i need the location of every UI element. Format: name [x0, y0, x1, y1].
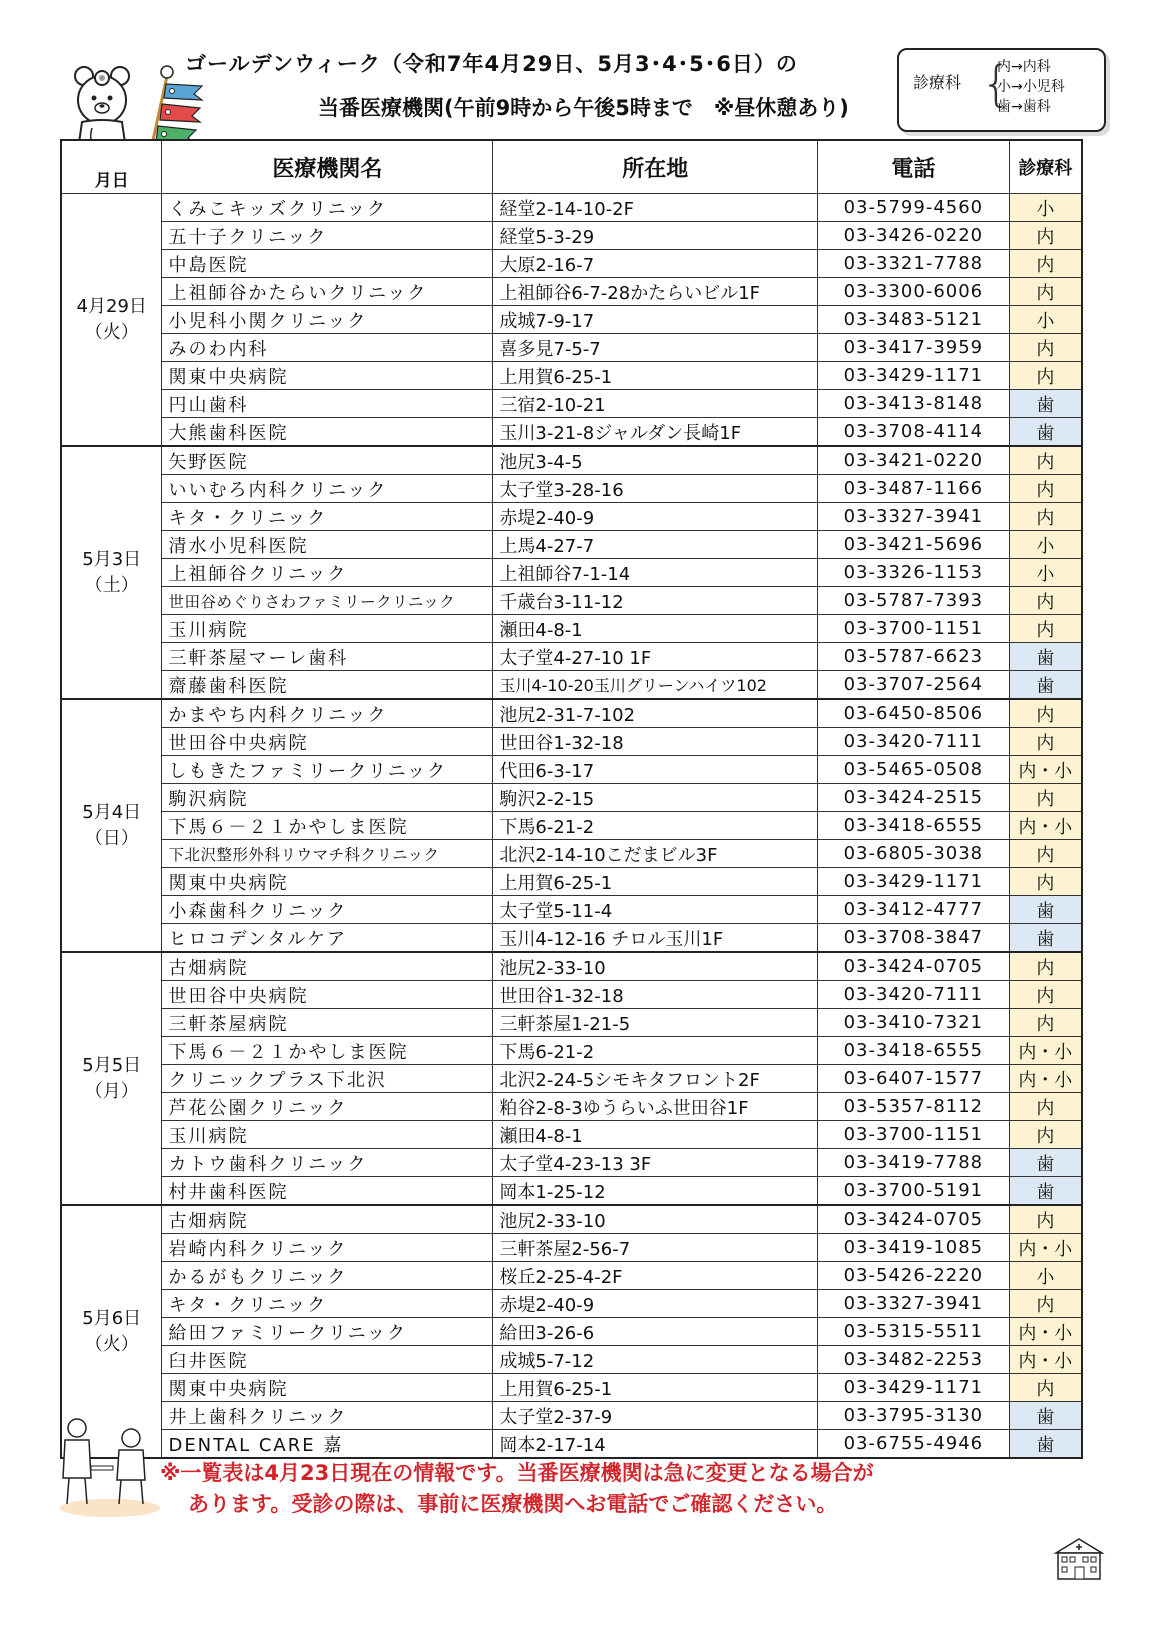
clinic-address: 喜多見7-5-7 — [493, 334, 818, 362]
date-label: 5月5日 — [82, 1054, 142, 1076]
table-row — [61, 250, 1082, 278]
clinic-address: 給田3-26-6 — [493, 1318, 818, 1346]
clinic-address: 玉川4-12-16 チロル玉川1F — [493, 924, 818, 953]
clinic-phone: 03-6805-3038 — [818, 840, 1010, 868]
clinic-address: 上祖師谷7-1-14 — [493, 559, 818, 587]
dept-badge: 内 — [1009, 868, 1082, 896]
table-row — [61, 1065, 1082, 1093]
clinic-address: 赤堤2-40-9 — [493, 1290, 818, 1318]
dept-badge: 内 — [1009, 615, 1082, 643]
clinic-phone: 03-3708-4114 — [818, 418, 1010, 447]
clinic-name: 世田谷中央病院 — [162, 981, 493, 1009]
doctor-patient-icon — [55, 1408, 165, 1518]
table-row — [61, 334, 1082, 362]
weekday-label: （火） — [84, 1333, 139, 1355]
dept-badge: 内 — [1009, 278, 1082, 306]
clinic-phone: 03-3700-1151 — [818, 1121, 1010, 1149]
table-row — [61, 531, 1082, 559]
table-row — [61, 812, 1082, 840]
dept-badge: 内・小 — [1009, 756, 1082, 784]
clinic-address: 粕谷2-8-3ゆうらいふ世田谷1F — [493, 1093, 818, 1121]
clinic-address: 池尻2-31-7-102 — [493, 699, 818, 728]
clinic-name: 井上歯科クリニック — [162, 1402, 493, 1430]
clinic-name: ヒロコデンタルケア — [162, 924, 493, 953]
dept-badge: 内 — [1009, 587, 1082, 615]
clinic-name: 芦花公園クリニック — [162, 1093, 493, 1121]
clinic-name: 三軒茶屋病院 — [162, 1009, 493, 1037]
table-row — [61, 784, 1082, 812]
dept-badge: 内 — [1009, 334, 1082, 362]
clinic-phone: 03-3321-7788 — [818, 250, 1010, 278]
clinic-address: 瀬田4-8-1 — [493, 615, 818, 643]
weekday-label: （月） — [84, 1080, 139, 1102]
clinic-address: 池尻3-4-5 — [493, 446, 818, 475]
clinic-phone: 03-3420-7111 — [818, 981, 1010, 1009]
clinic-address: 池尻2-33-10 — [493, 952, 818, 981]
clinic-address: 北沢2-24-5シモキタフロント2F — [493, 1065, 818, 1093]
dept-badge: 内 — [1009, 784, 1082, 812]
clinic-name: 五十子クリニック — [162, 222, 493, 250]
clinic-phone: 03-3429-1171 — [818, 362, 1010, 390]
clinic-address: 桜丘2-25-4-2F — [493, 1262, 818, 1290]
clinic-phone: 03-3410-7321 — [818, 1009, 1010, 1037]
clinic-phone: 03-5465-0508 — [818, 756, 1010, 784]
dept-badge: 内 — [1009, 840, 1082, 868]
clinic-name: 小森歯科クリニック — [162, 896, 493, 924]
clinic-name: 世田谷中央病院 — [162, 728, 493, 756]
clinic-phone: 03-3708-3847 — [818, 924, 1010, 953]
clinic-address: 岡本1-25-12 — [493, 1177, 818, 1206]
table-row — [61, 896, 1082, 924]
dept-badge: 小 — [1009, 194, 1082, 222]
clinic-address: 太子堂5-11-4 — [493, 896, 818, 924]
clinic-phone: 03-6407-1577 — [818, 1065, 1010, 1093]
date-cell — [61, 952, 162, 1205]
date-label: 4月29日 — [76, 295, 147, 317]
clinic-name: 下馬６－２１かやしま医院 — [162, 812, 493, 840]
clinic-name: 関東中央病院 — [162, 362, 493, 390]
clinic-address: 岡本2-17-14 — [493, 1430, 818, 1459]
dept-badge: 歯 — [1009, 1402, 1082, 1430]
dept-badge: 歯 — [1009, 418, 1082, 447]
clinic-phone: 03-3795-3130 — [818, 1402, 1010, 1430]
table-row — [61, 1346, 1082, 1374]
date-cell — [61, 699, 162, 952]
clinic-phone: 03-3424-0705 — [818, 952, 1010, 981]
clinic-name: カトウ歯科クリニック — [162, 1149, 493, 1177]
dept-badge: 小 — [1009, 1262, 1082, 1290]
clinic-name: 小児科小関クリニック — [162, 306, 493, 334]
table-row — [61, 615, 1082, 643]
table-row — [61, 1290, 1082, 1318]
clinic-phone: 03-3419-7788 — [818, 1149, 1010, 1177]
dept-badge: 内 — [1009, 1205, 1082, 1234]
clinic-name: 三軒茶屋マーレ歯科 — [162, 643, 493, 671]
page-title: ゴールデンウィーク（令和7年4月29日、5月3･4･5･6日）の — [185, 52, 798, 76]
dept-badge: 内 — [1009, 952, 1082, 981]
clinic-phone: 03-5315-5511 — [818, 1318, 1010, 1346]
table-row — [61, 1430, 1082, 1459]
clinic-phone: 03-3419-1085 — [818, 1234, 1010, 1262]
clinic-name: 矢野医院 — [162, 446, 493, 475]
dept-badge: 内 — [1009, 475, 1082, 503]
clinic-address: 千歳台3-11-12 — [493, 587, 818, 615]
dept-badge: 内・小 — [1009, 1065, 1082, 1093]
table-row — [61, 868, 1082, 896]
table-row — [61, 1177, 1082, 1206]
dept-badge: 内 — [1009, 699, 1082, 728]
table-row — [61, 1374, 1082, 1402]
clinic-phone: 03-5787-6623 — [818, 643, 1010, 671]
clinic-name: DENTAL CARE 嘉 — [162, 1430, 493, 1459]
table-body — [61, 194, 1082, 1459]
clinic-phone: 03-3424-0705 — [818, 1205, 1010, 1234]
header-date: 月日 — [61, 140, 162, 194]
legend-brace: { — [981, 56, 1012, 112]
date-cell — [61, 194, 162, 447]
clinic-name: キタ・クリニック — [162, 503, 493, 531]
weekday-label: （火） — [84, 321, 139, 343]
notice-line-2: あります。受診の際は、事前に医療機関へお電話でご確認ください。 — [188, 1492, 838, 1516]
clinic-address: 世田谷1-32-18 — [493, 981, 818, 1009]
clinic-name: かまやち内科クリニック — [162, 699, 493, 728]
clinic-name: 玉川病院 — [162, 615, 493, 643]
clinic-phone: 03-3412-4777 — [818, 896, 1010, 924]
dept-badge: 内・小 — [1009, 1037, 1082, 1065]
clinic-phone: 03-3424-2515 — [818, 784, 1010, 812]
table-row — [61, 840, 1082, 868]
clinic-address: 玉川3-21-8ジャルダン長崎1F — [493, 418, 818, 447]
dept-badge: 内 — [1009, 1290, 1082, 1318]
table-row — [61, 475, 1082, 503]
dept-badge: 歯 — [1009, 1149, 1082, 1177]
clinic-phone: 03-3429-1171 — [818, 1374, 1010, 1402]
dept-badge: 歯 — [1009, 896, 1082, 924]
table-row — [61, 306, 1082, 334]
table-row — [61, 699, 1082, 728]
clinic-phone: 03-3418-6555 — [818, 1037, 1010, 1065]
table-row — [61, 418, 1082, 447]
dept-badge: 内・小 — [1009, 1346, 1082, 1374]
legend-item-shonika: 小→小児科 — [997, 79, 1065, 95]
table-row — [61, 1037, 1082, 1065]
clinic-phone: 03-3418-6555 — [818, 812, 1010, 840]
clinic-phone: 03-5357-8112 — [818, 1093, 1010, 1121]
table-row — [61, 671, 1082, 700]
clinic-address: 太子堂4-27-10 1F — [493, 643, 818, 671]
clinic-address: 玉川4-10-20玉川グリーンハイツ102 — [493, 671, 818, 700]
dept-badge: 小 — [1009, 306, 1082, 334]
dept-badge: 内 — [1009, 1121, 1082, 1149]
clinic-phone: 03-6755-4946 — [818, 1430, 1010, 1459]
dept-badge: 内 — [1009, 1009, 1082, 1037]
clinic-address: 経堂2-14-10-2F — [493, 194, 818, 222]
clinic-phone: 03-3417-3959 — [818, 334, 1010, 362]
clinic-address: 下馬6-21-2 — [493, 1037, 818, 1065]
clinic-address: 代田6-3-17 — [493, 756, 818, 784]
clinic-address: 上用賀6-25-1 — [493, 868, 818, 896]
weekday-label: （日） — [84, 827, 139, 849]
clinic-name: みのわ内科 — [162, 334, 493, 362]
clinic-phone: 03-6450-8506 — [818, 699, 1010, 728]
clinic-name: 古畑病院 — [162, 1205, 493, 1234]
notice-text — [160, 1458, 1010, 1520]
dept-legend — [897, 48, 1106, 132]
clinic-address: 下馬6-21-2 — [493, 812, 818, 840]
header-phone: 電話 — [818, 140, 1010, 194]
clinic-name: 世田谷めぐりさわファミリークリニック — [162, 587, 493, 615]
clinic-address: 三軒茶屋2-56-7 — [493, 1234, 818, 1262]
clinic-phone: 03-3327-3941 — [818, 1290, 1010, 1318]
table-row — [61, 503, 1082, 531]
clinic-name: 臼井医院 — [162, 1346, 493, 1374]
table-row — [61, 1402, 1082, 1430]
dept-badge: 歯 — [1009, 1430, 1082, 1459]
dept-badge: 内 — [1009, 981, 1082, 1009]
clinic-address: 大原2-16-7 — [493, 250, 818, 278]
clinic-name: 駒沢病院 — [162, 784, 493, 812]
dept-badge: 歯 — [1009, 390, 1082, 418]
notice-line-1: ※一覧表は4月23日現在の情報です。当番医療機関は急に変更となる場合が — [160, 1461, 874, 1485]
clinic-address: 上用賀6-25-1 — [493, 1374, 818, 1402]
clinic-phone: 03-5787-7393 — [818, 587, 1010, 615]
legend-items — [997, 57, 1065, 117]
table-row — [61, 1234, 1082, 1262]
clinic-phone: 03-3326-1153 — [818, 559, 1010, 587]
table-row — [61, 390, 1082, 418]
clinic-name: クリニックプラス下北沢 — [162, 1065, 493, 1093]
clinic-name: 円山歯科 — [162, 390, 493, 418]
clinic-phone: 03-3413-8148 — [818, 390, 1010, 418]
table-row — [61, 362, 1082, 390]
table-row — [61, 1121, 1082, 1149]
weekday-label: （土） — [84, 574, 139, 596]
clinic-phone: 03-3300-6006 — [818, 278, 1010, 306]
legend-label: 診療科 — [913, 73, 962, 92]
clinic-address: 経堂5-3-29 — [493, 222, 818, 250]
table-row — [61, 756, 1082, 784]
clinic-name: 関東中央病院 — [162, 868, 493, 896]
clinic-phone: 03-3700-5191 — [818, 1177, 1010, 1206]
clinic-name: 岩崎内科クリニック — [162, 1234, 493, 1262]
table-row — [61, 1009, 1082, 1037]
table-row — [61, 587, 1082, 615]
date-cell — [61, 446, 162, 699]
legend-item-naika: 内→内科 — [997, 59, 1051, 75]
clinic-address: 三宿2-10-21 — [493, 390, 818, 418]
clinic-phone: 03-5799-4560 — [818, 194, 1010, 222]
clinic-phone: 03-3700-1151 — [818, 615, 1010, 643]
dept-badge: 内 — [1009, 1374, 1082, 1402]
clinic-phone: 03-3420-7111 — [818, 728, 1010, 756]
dept-badge: 歯 — [1009, 1177, 1082, 1206]
clinic-phone: 03-3482-2253 — [818, 1346, 1010, 1374]
clinic-name: 下北沢整形外科リウマチ科クリニック — [162, 840, 493, 868]
clinic-phone: 03-3426-0220 — [818, 222, 1010, 250]
date-label: 5月6日 — [82, 1307, 142, 1329]
table-row — [61, 222, 1082, 250]
clinic-address: 成城5-7-12 — [493, 1346, 818, 1374]
legend-item-shika: 歯→歯科 — [997, 99, 1051, 115]
clinic-name: 下馬６－２１かやしま医院 — [162, 1037, 493, 1065]
table-row — [61, 924, 1082, 953]
date-label: 5月4日 — [82, 801, 142, 823]
table-row — [61, 1262, 1082, 1290]
dept-badge: 内 — [1009, 222, 1082, 250]
clinic-name: しもきたファミリークリニック — [162, 756, 493, 784]
table-row — [61, 559, 1082, 587]
table-row — [61, 643, 1082, 671]
table-row — [61, 1093, 1082, 1121]
clinic-name: 清水小児科医院 — [162, 531, 493, 559]
clinic-name: 玉川病院 — [162, 1121, 493, 1149]
clinic-name: 古畑病院 — [162, 952, 493, 981]
clinic-phone: 03-3483-5121 — [818, 306, 1010, 334]
dept-badge: 内 — [1009, 362, 1082, 390]
clinic-name: くみこキッズクリニック — [162, 194, 493, 222]
dept-badge: 歯 — [1009, 671, 1082, 700]
clinic-address: 北沢2-14-10こだまビル3F — [493, 840, 818, 868]
dept-badge: 歯 — [1009, 924, 1082, 953]
clinic-phone: 03-3421-5696 — [818, 531, 1010, 559]
dept-badge: 内 — [1009, 1093, 1082, 1121]
dept-badge: 内 — [1009, 446, 1082, 475]
duty-clinic-table — [60, 139, 1083, 1459]
clinic-phone: 03-3707-2564 — [818, 671, 1010, 700]
clinic-address: 太子堂2-37-9 — [493, 1402, 818, 1430]
clinic-address: 太子堂4-23-13 3F — [493, 1149, 818, 1177]
clinic-address: 上祖師谷6-7-28かたらいビル1F — [493, 278, 818, 306]
clinic-address: 上用賀6-25-1 — [493, 362, 818, 390]
dept-badge: 内・小 — [1009, 812, 1082, 840]
clinic-address: 太子堂3-28-16 — [493, 475, 818, 503]
clinic-name: 給田ファミリークリニック — [162, 1318, 493, 1346]
clinic-address: 駒沢2-2-15 — [493, 784, 818, 812]
dept-badge: 小 — [1009, 531, 1082, 559]
header-address: 所在地 — [493, 140, 818, 194]
clinic-name: 上祖師谷クリニック — [162, 559, 493, 587]
header-name: 医療機関名 — [162, 140, 493, 194]
dept-badge: 小 — [1009, 559, 1082, 587]
clinic-address: 世田谷1-32-18 — [493, 728, 818, 756]
table-row — [61, 446, 1082, 475]
header-dept: 診療科 — [1009, 140, 1082, 194]
dept-badge: 内 — [1009, 503, 1082, 531]
date-label: 5月3日 — [82, 548, 142, 570]
clinic-address: 池尻2-33-10 — [493, 1205, 818, 1234]
clinic-name: 中島医院 — [162, 250, 493, 278]
dept-badge: 歯 — [1009, 643, 1082, 671]
clinic-address: 成城7-9-17 — [493, 306, 818, 334]
clinic-name: 村井歯科医院 — [162, 1177, 493, 1206]
clinic-name: 関東中央病院 — [162, 1374, 493, 1402]
dept-badge: 内・小 — [1009, 1318, 1082, 1346]
page-subtitle: 当番医療機関(午前9時から午後5時まで ※昼休憩あり) — [318, 96, 849, 120]
clinic-name: 齋藤歯科医院 — [162, 671, 493, 700]
table-row — [61, 728, 1082, 756]
dept-badge: 内 — [1009, 250, 1082, 278]
clinic-phone: 03-3487-1166 — [818, 475, 1010, 503]
clinic-address: 瀬田4-8-1 — [493, 1121, 818, 1149]
clinic-name: 上祖師谷かたらいクリニック — [162, 278, 493, 306]
clinic-name: 大熊歯科医院 — [162, 418, 493, 447]
table-row — [61, 1205, 1082, 1234]
hospital-building-icon — [1052, 1537, 1107, 1581]
table-row — [61, 278, 1082, 306]
clinic-address: 赤堤2-40-9 — [493, 503, 818, 531]
clinic-name: かるがもクリニック — [162, 1262, 493, 1290]
clinic-phone: 03-3429-1171 — [818, 868, 1010, 896]
clinic-name: キタ・クリニック — [162, 1290, 493, 1318]
clinic-phone: 03-5426-2220 — [818, 1262, 1010, 1290]
table-row — [61, 1318, 1082, 1346]
table-header-row — [61, 140, 1082, 194]
clinic-address: 上馬4-27-7 — [493, 531, 818, 559]
table-row — [61, 194, 1082, 222]
dept-badge: 内・小 — [1009, 1234, 1082, 1262]
table-row — [61, 952, 1082, 981]
clinic-address: 三軒茶屋1-21-5 — [493, 1009, 818, 1037]
clinic-name: いいむろ内科クリニック — [162, 475, 493, 503]
clinic-phone: 03-3421-0220 — [818, 446, 1010, 475]
clinic-phone: 03-3327-3941 — [818, 503, 1010, 531]
table-row — [61, 1149, 1082, 1177]
dept-badge: 内 — [1009, 728, 1082, 756]
table-row — [61, 981, 1082, 1009]
